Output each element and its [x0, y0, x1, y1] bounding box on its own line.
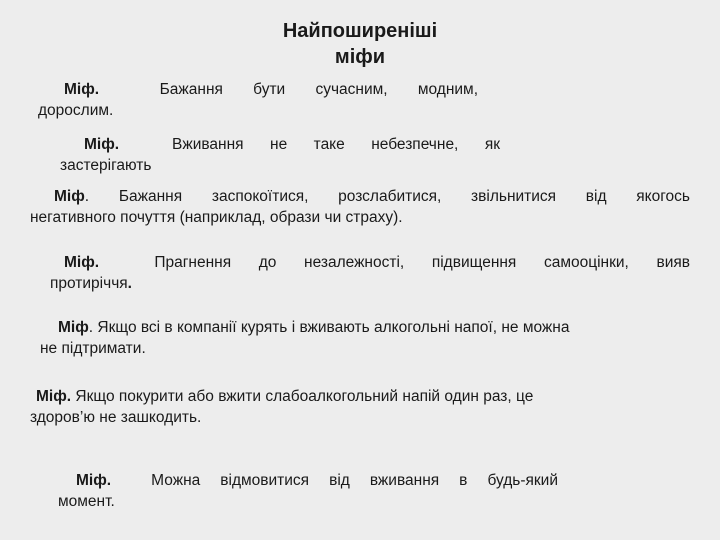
myth-1-text-2: дорослим.	[38, 102, 114, 119]
myth-item-3	[30, 186, 690, 228]
myth-4-text-2-end: .	[127, 275, 132, 292]
myth-2-line-1	[60, 134, 500, 155]
myth-1-text-1: Бажання бути сучасним, модним,	[159, 81, 478, 98]
myth-4-label: Міф.	[64, 254, 100, 271]
myth-item-7	[58, 470, 558, 512]
myth-3-label: Міф	[54, 188, 85, 205]
myth-item-5	[40, 317, 680, 359]
myth-3-text-1: . Бажання заспокоїтися, розслабитися, звільнитися від якогось	[84, 188, 690, 205]
myth-6-text-2: здоров’ю не зашкодить.	[30, 409, 202, 426]
myth-item-2	[60, 134, 500, 176]
myth-7-text-2: момент.	[58, 493, 115, 510]
myth-7-text-1: Можна відмовитися від вживання в будь-який	[151, 472, 558, 489]
title-line-1: Найпоширеніші	[282, 20, 438, 42]
myth-5-label: Міф	[58, 319, 89, 336]
myth-7-label: Міф.	[76, 472, 112, 489]
myth-2-label: Міф.	[84, 136, 120, 153]
title-line-2: міфи	[334, 46, 386, 68]
myth-2-text-2: застерігають	[60, 157, 152, 174]
myth-4-text-1: Прагнення до незалежності, підвищення самооцінки, вияв	[154, 254, 690, 271]
myth-4-text-2: протиріччя	[50, 275, 128, 292]
myth-item-4	[50, 252, 690, 294]
myth-3-line-1	[30, 186, 690, 207]
myth-6-text-1: Якщо покурити або вжити слабоалкогольний напій один раз, це	[75, 388, 534, 405]
myth-7-line-1	[58, 470, 558, 491]
myth-4-line-2	[50, 273, 690, 294]
myth-4-line-1	[50, 252, 690, 273]
myth-1-line-1	[38, 79, 478, 100]
myth-2-text-1: Вживання не таке небезпечне, як	[172, 136, 500, 153]
slide-title	[230, 18, 490, 70]
myth-item-1	[38, 79, 478, 121]
myth-5-line-1	[40, 317, 680, 338]
myth-6-line-1	[30, 386, 670, 407]
myth-item-6	[30, 386, 670, 428]
myth-5-text-1: . Якщо всі в компанії курять і вживають алкогольні напої, не можна	[88, 319, 570, 336]
myth-3-text-2: негативного почуття (наприклад, образи чи страху).	[30, 209, 403, 226]
myth-1-label: Міф.	[64, 81, 100, 98]
myth-5-text-2: не підтримати.	[40, 340, 146, 357]
myth-6-label: Міф.	[36, 388, 72, 405]
